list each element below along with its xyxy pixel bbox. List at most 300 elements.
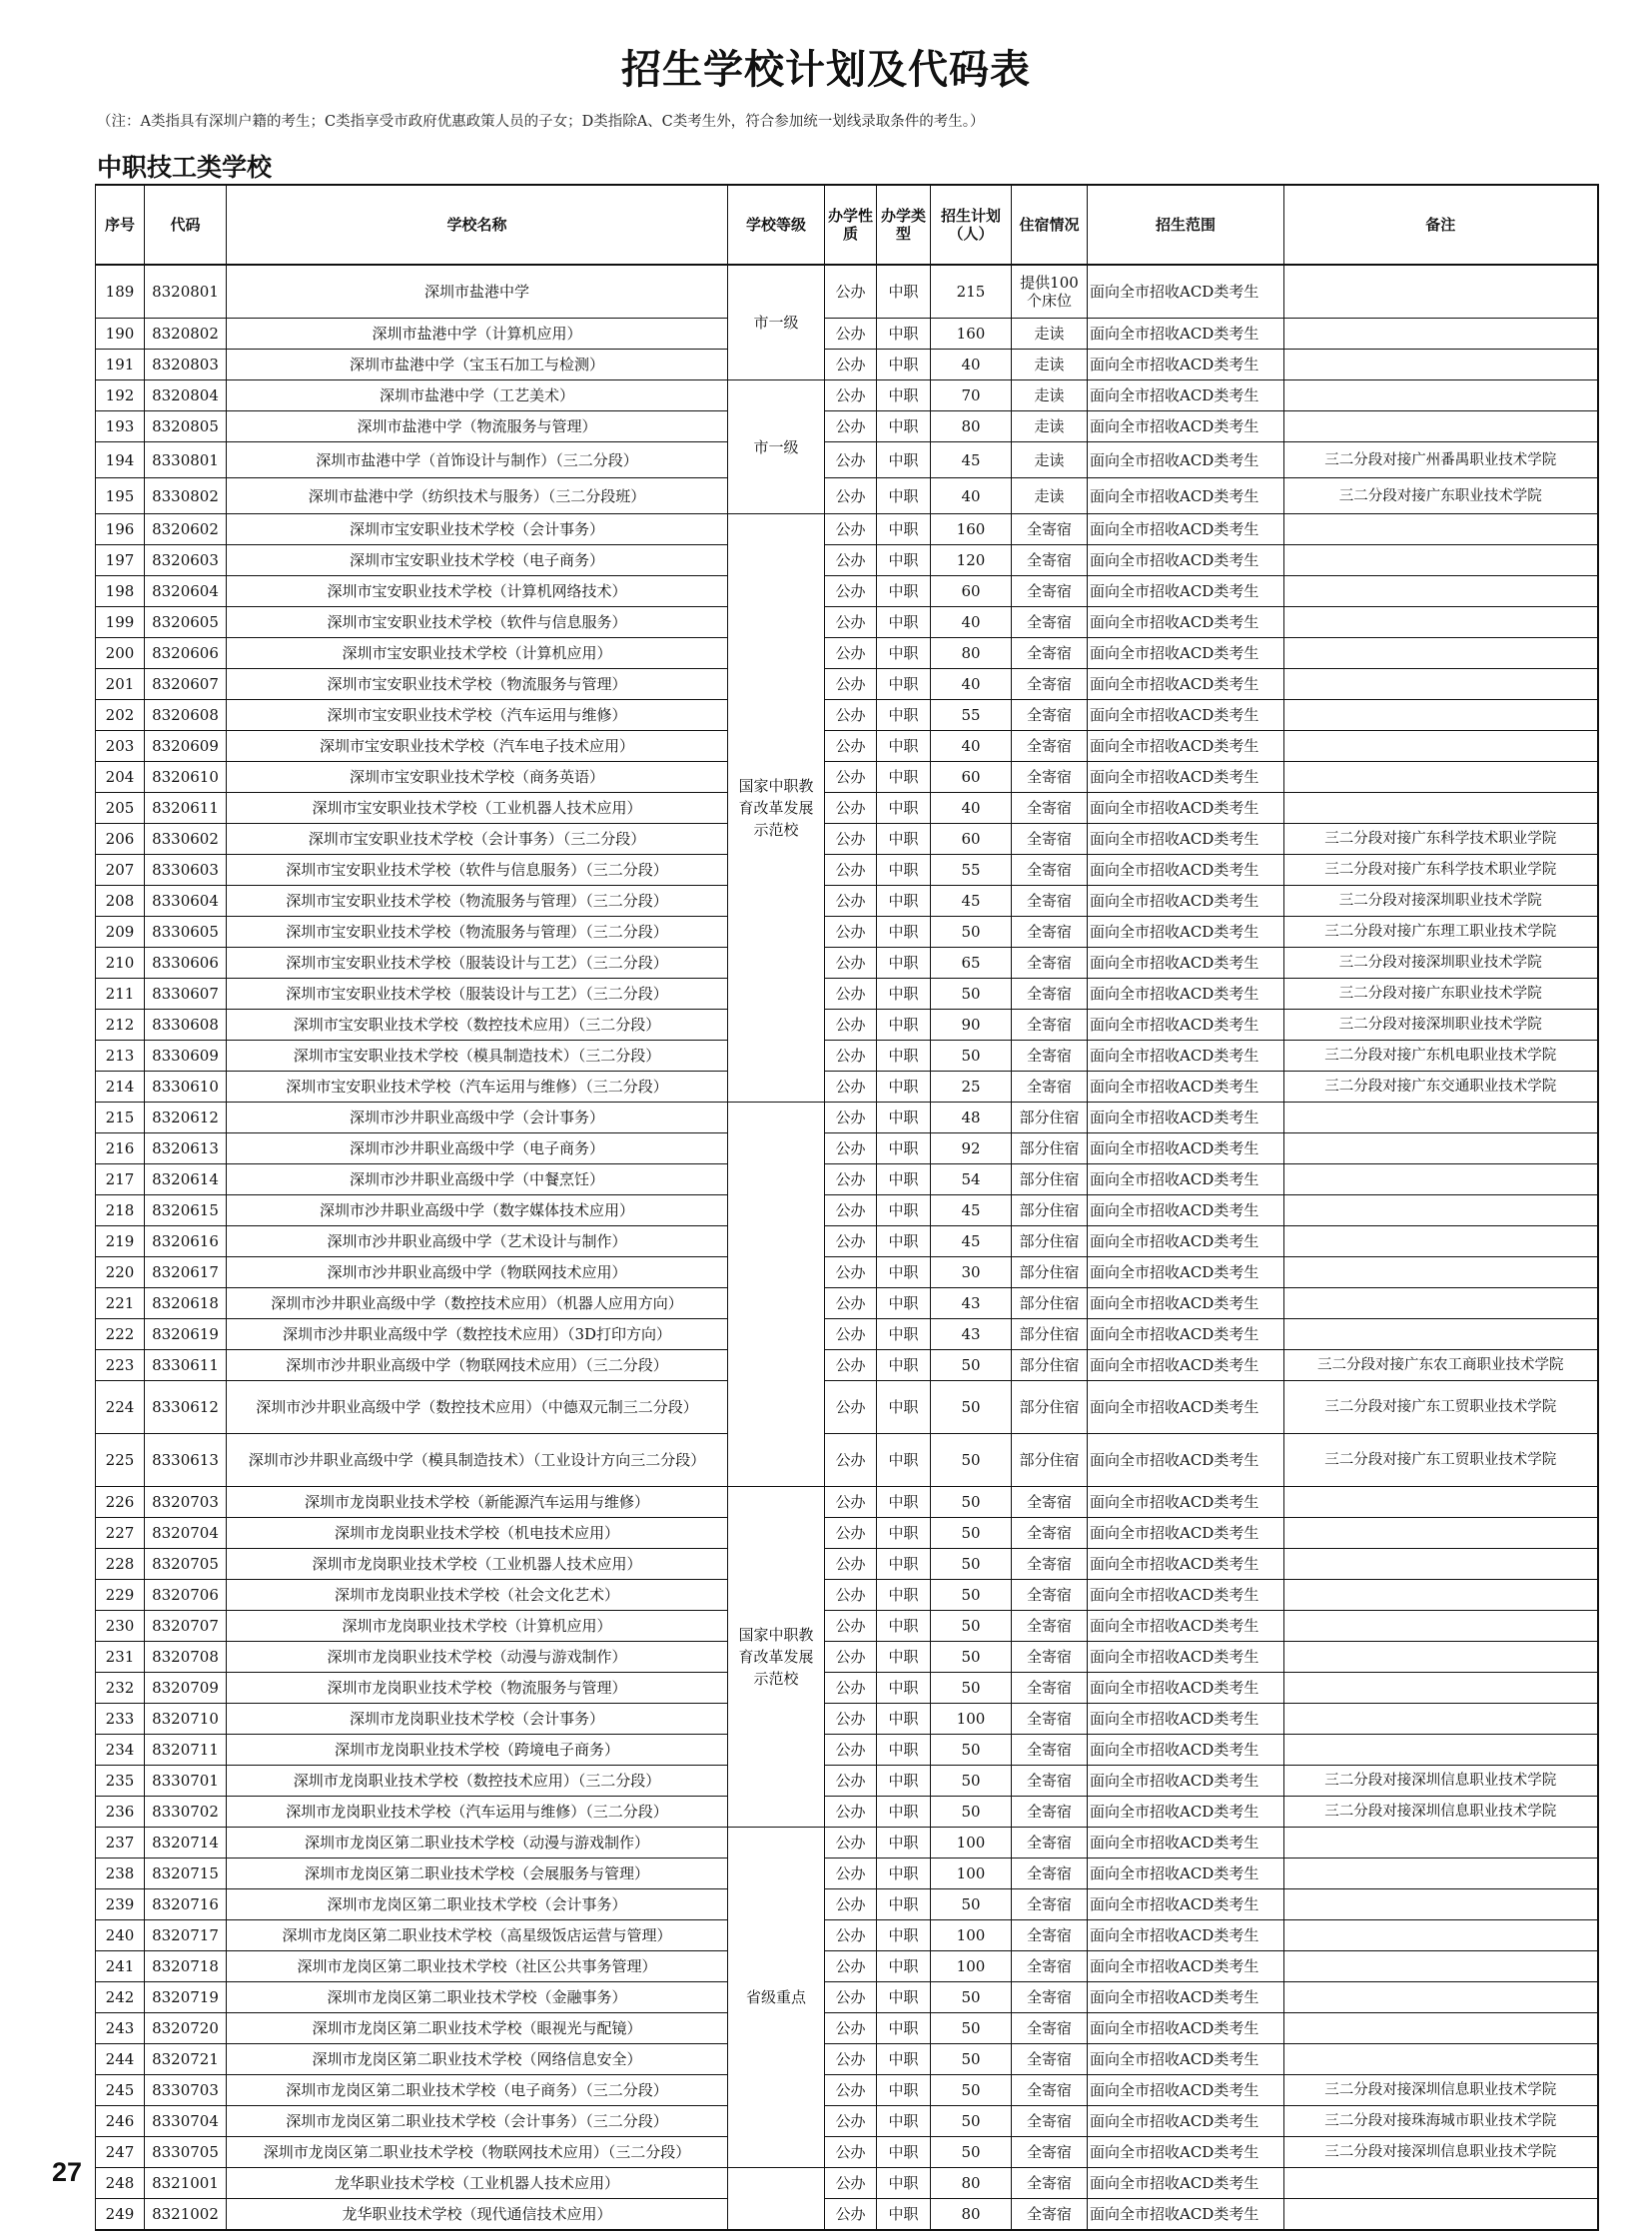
cell-type: 中职	[877, 1859, 931, 1889]
cell-remark	[1284, 1611, 1598, 1642]
cell-scope: 面向全市招收ACD类考生	[1088, 319, 1284, 350]
cell-plan: 40	[931, 731, 1012, 762]
table-row	[96, 979, 1598, 1010]
cell-plan: 40	[931, 669, 1012, 700]
cell-nature: 公办	[825, 265, 877, 319]
cell-plan: 92	[931, 1133, 1012, 1164]
cell-scope: 面向全市招收ACD类考生	[1088, 1072, 1284, 1103]
cell-plan: 80	[931, 2199, 1012, 2231]
cell-remark: 三二分段对接广东机电职业技术学院	[1284, 1041, 1598, 1072]
table-row	[96, 1257, 1598, 1288]
cell-school-name: 深圳市沙井职业高级中学（艺术设计与制作）	[227, 1226, 728, 1257]
cell-code: 8320616	[145, 1226, 227, 1257]
table-row	[96, 917, 1598, 948]
cell-remark: 三二分段对接深圳职业技术学院	[1284, 1010, 1598, 1041]
cell-lodging: 全寄宿	[1012, 2199, 1088, 2231]
cell-index: 198	[96, 576, 145, 607]
cell-scope: 面向全市招收ACD类考生	[1088, 1103, 1284, 1133]
cell-code: 8320705	[145, 1549, 227, 1580]
cell-scope: 面向全市招收ACD类考生	[1088, 2137, 1284, 2168]
cell-index: 192	[96, 380, 145, 411]
cell-code: 8330604	[145, 886, 227, 917]
cell-scope: 面向全市招收ACD类考生	[1088, 1010, 1284, 1041]
cell-school-name: 深圳市龙岗区第二职业技术学校（会计事务）	[227, 1889, 728, 1920]
table-row	[96, 700, 1598, 731]
cell-school-name: 深圳市宝安职业技术学校（软件与信息服务）（三二分段）	[227, 855, 728, 886]
cell-plan: 50	[931, 1766, 1012, 1797]
cell-type: 中职	[877, 1611, 931, 1642]
cell-remark	[1284, 1319, 1598, 1350]
cell-lodging: 全寄宿	[1012, 2137, 1088, 2168]
cell-nature: 公办	[825, 979, 877, 1010]
cell-school-name: 深圳市宝安职业技术学校（会计事务）	[227, 514, 728, 545]
cell-scope: 面向全市招收ACD类考生	[1088, 1828, 1284, 1859]
page-number: 27	[52, 2157, 83, 2187]
cell-type: 中职	[877, 2137, 931, 2168]
cell-remark	[1284, 1704, 1598, 1735]
cell-nature: 公办	[825, 545, 877, 576]
table-row	[96, 669, 1598, 700]
cell-scope: 面向全市招收ACD类考生	[1088, 2044, 1284, 2075]
cell-type: 中职	[877, 514, 931, 545]
cell-scope: 面向全市招收ACD类考生	[1088, 1642, 1284, 1673]
cell-remark	[1284, 576, 1598, 607]
cell-school-name: 深圳市沙井职业高级中学（会计事务）	[227, 1103, 728, 1133]
cell-remark	[1284, 669, 1598, 700]
table-row	[96, 1580, 1598, 1611]
cell-index: 233	[96, 1704, 145, 1735]
cell-code: 8330801	[145, 442, 227, 478]
table-row	[96, 319, 1598, 350]
cell-lodging: 走读	[1012, 350, 1088, 380]
cell-remark	[1284, 319, 1598, 350]
cell-nature: 公办	[825, 2168, 877, 2199]
cell-lodging: 全寄宿	[1012, 1041, 1088, 1072]
cell-school-name: 深圳市宝安职业技术学校（物流服务与管理）	[227, 669, 728, 700]
cell-remark	[1284, 2168, 1598, 2199]
header-school-name: 学校名称	[227, 185, 728, 265]
cell-index: 228	[96, 1549, 145, 1580]
cell-nature: 公办	[825, 2199, 877, 2231]
cell-code: 8320721	[145, 2044, 227, 2075]
cell-lodging: 全寄宿	[1012, 793, 1088, 824]
cell-school-name: 深圳市宝安职业技术学校（工业机器人技术应用）	[227, 793, 728, 824]
cell-school-name: 深圳市沙井职业高级中学（数控技术应用）（机器人应用方向）	[227, 1288, 728, 1319]
cell-code: 8320802	[145, 319, 227, 350]
cell-plan: 215	[931, 265, 1012, 319]
cell-school-name: 深圳市宝安职业技术学校（服装设计与工艺）（三二分段）	[227, 948, 728, 979]
header-type: 办学类型	[877, 185, 931, 265]
table-row	[96, 1133, 1598, 1164]
cell-lodging: 部分住宿	[1012, 1319, 1088, 1350]
cell-index: 202	[96, 700, 145, 731]
cell-plan: 160	[931, 514, 1012, 545]
cell-code: 8320717	[145, 1920, 227, 1951]
cell-scope: 面向全市招收ACD类考生	[1088, 1133, 1284, 1164]
table-row	[96, 514, 1598, 545]
cell-index: 206	[96, 824, 145, 855]
cell-scope: 面向全市招收ACD类考生	[1088, 2013, 1284, 2044]
table-row	[96, 2106, 1598, 2137]
cell-nature: 公办	[825, 2106, 877, 2137]
cell-nature: 公办	[825, 1735, 877, 1766]
cell-plan: 40	[931, 793, 1012, 824]
cell-plan: 43	[931, 1288, 1012, 1319]
cell-lodging: 全寄宿	[1012, 1611, 1088, 1642]
cell-index: 200	[96, 638, 145, 669]
cell-plan: 100	[931, 1951, 1012, 1982]
table-row	[96, 1164, 1598, 1195]
table-row	[96, 1072, 1598, 1103]
cell-lodging: 全寄宿	[1012, 2168, 1088, 2199]
cell-lodging: 部分住宿	[1012, 1195, 1088, 1226]
cell-school-name: 深圳市宝安职业技术学校（物流服务与管理）（三二分段）	[227, 886, 728, 917]
header-scope: 招生范围	[1088, 185, 1284, 265]
cell-type: 中职	[877, 1319, 931, 1350]
cell-nature: 公办	[825, 1319, 877, 1350]
cell-index: 205	[96, 793, 145, 824]
table-row	[96, 1766, 1598, 1797]
cell-plan: 50	[931, 1518, 1012, 1549]
header-nature: 办学性质	[825, 185, 877, 265]
cell-remark	[1284, 1859, 1598, 1889]
cell-plan: 45	[931, 442, 1012, 478]
cell-school-name: 深圳市龙岗区第二职业技术学校（高星级饭店运营与管理）	[227, 1920, 728, 1951]
table-row	[96, 380, 1598, 411]
cell-remark	[1284, 1164, 1598, 1195]
cell-lodging: 全寄宿	[1012, 1859, 1088, 1889]
cell-nature: 公办	[825, 1766, 877, 1797]
cell-school-name: 深圳市盐港中学（工艺美术）	[227, 380, 728, 411]
cell-scope: 面向全市招收ACD类考生	[1088, 1735, 1284, 1766]
cell-index: 224	[96, 1381, 145, 1434]
cell-lodging: 走读	[1012, 411, 1088, 442]
cell-index: 225	[96, 1434, 145, 1487]
cell-nature: 公办	[825, 350, 877, 380]
cell-index: 223	[96, 1350, 145, 1381]
cell-nature: 公办	[825, 1103, 877, 1133]
category-note: （注：A类指具有深圳户籍的考生；C类指享受市政府优惠政策人员的子女；D类指除A、C类考生外，符合参加统一划线录取条件的考生。）	[97, 114, 985, 130]
cell-remark	[1284, 265, 1598, 319]
cell-plan: 55	[931, 855, 1012, 886]
cell-nature: 公办	[825, 1951, 877, 1982]
cell-nature: 公办	[825, 1797, 877, 1828]
cell-plan: 70	[931, 380, 1012, 411]
cell-plan: 45	[931, 1226, 1012, 1257]
cell-nature: 公办	[825, 1642, 877, 1673]
table-row	[96, 607, 1598, 638]
cell-plan: 50	[931, 1982, 1012, 2013]
cell-index: 234	[96, 1735, 145, 1766]
table-row	[96, 1951, 1598, 1982]
cell-scope: 面向全市招收ACD类考生	[1088, 380, 1284, 411]
cell-scope: 面向全市招收ACD类考生	[1088, 265, 1284, 319]
cell-index: 237	[96, 1828, 145, 1859]
cell-plan: 50	[931, 1549, 1012, 1580]
cell-code: 8320608	[145, 700, 227, 731]
cell-school-name: 深圳市沙井职业高级中学（电子商务）	[227, 1133, 728, 1164]
cell-scope: 面向全市招收ACD类考生	[1088, 855, 1284, 886]
cell-lodging: 全寄宿	[1012, 576, 1088, 607]
cell-plan: 50	[931, 2013, 1012, 2044]
cell-remark	[1284, 1889, 1598, 1920]
cell-nature: 公办	[825, 1226, 877, 1257]
cell-code: 8320612	[145, 1103, 227, 1133]
table-row	[96, 1920, 1598, 1951]
cell-code: 8320706	[145, 1580, 227, 1611]
cell-type: 中职	[877, 411, 931, 442]
cell-plan: 120	[931, 545, 1012, 576]
cell-lodging: 全寄宿	[1012, 1889, 1088, 1920]
cell-type: 中职	[877, 2106, 931, 2137]
cell-nature: 公办	[825, 442, 877, 478]
cell-scope: 面向全市招收ACD类考生	[1088, 1982, 1284, 2013]
cell-scope: 面向全市招收ACD类考生	[1088, 411, 1284, 442]
cell-code: 8320619	[145, 1319, 227, 1350]
cell-scope: 面向全市招收ACD类考生	[1088, 1226, 1284, 1257]
cell-remark	[1284, 793, 1598, 824]
cell-school-name: 深圳市宝安职业技术学校（电子商务）	[227, 545, 728, 576]
cell-remark: 三二分段对接深圳信息职业技术学院	[1284, 1766, 1598, 1797]
cell-index: 219	[96, 1226, 145, 1257]
table-row	[96, 2199, 1598, 2231]
cell-code: 8320604	[145, 576, 227, 607]
cell-nature: 公办	[825, 793, 877, 824]
cell-code: 8320603	[145, 545, 227, 576]
header-lodging: 住宿情况	[1012, 185, 1088, 265]
cell-nature: 公办	[825, 669, 877, 700]
cell-remark	[1284, 2013, 1598, 2044]
cell-remark: 三二分段对接广东科学技术职业学院	[1284, 855, 1598, 886]
cell-index: 248	[96, 2168, 145, 2199]
cell-remark	[1284, 1951, 1598, 1982]
enrollment-table	[95, 184, 1599, 2231]
cell-nature: 公办	[825, 1195, 877, 1226]
cell-lodging: 全寄宿	[1012, 1920, 1088, 1951]
cell-remark	[1284, 1982, 1598, 2013]
cell-scope: 面向全市招收ACD类考生	[1088, 1319, 1284, 1350]
cell-index: 243	[96, 2013, 145, 2044]
cell-nature: 公办	[825, 1859, 877, 1889]
cell-remark	[1284, 638, 1598, 669]
cell-plan: 50	[931, 2106, 1012, 2137]
cell-type: 中职	[877, 2075, 931, 2106]
cell-lodging: 全寄宿	[1012, 1487, 1088, 1518]
cell-lodging: 全寄宿	[1012, 1982, 1088, 2013]
cell-lodging: 走读	[1012, 478, 1088, 514]
cell-remark	[1284, 514, 1598, 545]
cell-code: 8320801	[145, 265, 227, 319]
cell-index: 208	[96, 886, 145, 917]
cell-scope: 面向全市招收ACD类考生	[1088, 886, 1284, 917]
table-row	[96, 1828, 1598, 1859]
cell-lodging: 部分住宿	[1012, 1226, 1088, 1257]
cell-type: 中职	[877, 1518, 931, 1549]
cell-school-level: 市一级	[728, 380, 825, 514]
table-row	[96, 1642, 1598, 1673]
cell-school-name: 深圳市沙井职业高级中学（中餐烹饪）	[227, 1164, 728, 1195]
cell-type: 中职	[877, 886, 931, 917]
cell-lodging: 部分住宿	[1012, 1103, 1088, 1133]
cell-lodging: 全寄宿	[1012, 700, 1088, 731]
cell-plan: 48	[931, 1103, 1012, 1133]
cell-school-name: 深圳市龙岗区第二职业技术学校（网络信息安全）	[227, 2044, 728, 2075]
cell-scope: 面向全市招收ACD类考生	[1088, 948, 1284, 979]
cell-nature: 公办	[825, 2137, 877, 2168]
cell-plan: 160	[931, 319, 1012, 350]
cell-nature: 公办	[825, 1611, 877, 1642]
cell-nature: 公办	[825, 2013, 877, 2044]
cell-code: 8320614	[145, 1164, 227, 1195]
cell-lodging: 走读	[1012, 319, 1088, 350]
cell-remark: 三二分段对接深圳信息职业技术学院	[1284, 2075, 1598, 2106]
cell-scope: 面向全市招收ACD类考生	[1088, 1350, 1284, 1381]
cell-remark	[1284, 762, 1598, 793]
cell-remark: 三二分段对接广东工贸职业技术学院	[1284, 1434, 1598, 1487]
cell-remark	[1284, 380, 1598, 411]
cell-nature: 公办	[825, 411, 877, 442]
cell-scope: 面向全市招收ACD类考生	[1088, 762, 1284, 793]
cell-type: 中职	[877, 380, 931, 411]
cell-type: 中职	[877, 1350, 931, 1381]
cell-lodging: 走读	[1012, 380, 1088, 411]
cell-code: 8320719	[145, 1982, 227, 2013]
cell-code: 8321002	[145, 2199, 227, 2231]
cell-code: 8320615	[145, 1195, 227, 1226]
cell-nature: 公办	[825, 380, 877, 411]
cell-type: 中职	[877, 638, 931, 669]
cell-remark: 三二分段对接深圳信息职业技术学院	[1284, 1797, 1598, 1828]
cell-plan: 30	[931, 1257, 1012, 1288]
cell-scope: 面向全市招收ACD类考生	[1088, 2075, 1284, 2106]
cell-school-level	[728, 2168, 825, 2231]
cell-type: 中职	[877, 1982, 931, 2013]
cell-index: 215	[96, 1103, 145, 1133]
cell-index: 230	[96, 1611, 145, 1642]
cell-type: 中职	[877, 1889, 931, 1920]
cell-lodging: 全寄宿	[1012, 731, 1088, 762]
cell-scope: 面向全市招收ACD类考生	[1088, 1859, 1284, 1889]
cell-index: 209	[96, 917, 145, 948]
cell-plan: 50	[931, 2044, 1012, 2075]
table-row	[96, 1350, 1598, 1381]
cell-scope: 面向全市招收ACD类考生	[1088, 1041, 1284, 1072]
cell-school-name: 深圳市宝安职业技术学校（商务英语）	[227, 762, 728, 793]
cell-code: 8320704	[145, 1518, 227, 1549]
cell-type: 中职	[877, 350, 931, 380]
table-row	[96, 478, 1598, 514]
cell-remark	[1284, 1195, 1598, 1226]
cell-plan: 55	[931, 700, 1012, 731]
cell-remark	[1284, 731, 1598, 762]
cell-index: 203	[96, 731, 145, 762]
cell-nature: 公办	[825, 1381, 877, 1434]
cell-remark	[1284, 1133, 1598, 1164]
table-row	[96, 2013, 1598, 2044]
cell-remark	[1284, 2044, 1598, 2075]
cell-remark	[1284, 1257, 1598, 1288]
table-row	[96, 1319, 1598, 1350]
cell-nature: 公办	[825, 1982, 877, 2013]
table-row	[96, 1611, 1598, 1642]
cell-lodging: 部分住宿	[1012, 1434, 1088, 1487]
cell-type: 中职	[877, 1828, 931, 1859]
cell-lodging: 部分住宿	[1012, 1381, 1088, 1434]
cell-type: 中职	[877, 793, 931, 824]
cell-school-name: 深圳市宝安职业技术学校（汽车运用与维修）（三二分段）	[227, 1072, 728, 1103]
cell-school-name: 深圳市龙岗职业技术学校（物流服务与管理）	[227, 1673, 728, 1704]
cell-remark: 三二分段对接广东工贸职业技术学院	[1284, 1381, 1598, 1434]
cell-plan: 100	[931, 1920, 1012, 1951]
cell-type: 中职	[877, 1642, 931, 1673]
cell-remark: 三二分段对接广东交通职业技术学院	[1284, 1072, 1598, 1103]
table-row	[96, 1195, 1598, 1226]
table-row	[96, 1859, 1598, 1889]
cell-code: 8320618	[145, 1288, 227, 1319]
table-row	[96, 1487, 1598, 1518]
cell-nature: 公办	[825, 762, 877, 793]
cell-lodging: 全寄宿	[1012, 2075, 1088, 2106]
cell-code: 8330607	[145, 979, 227, 1010]
cell-lodging: 全寄宿	[1012, 1072, 1088, 1103]
header-plan: 招生计划（人）	[931, 185, 1012, 265]
cell-scope: 面向全市招收ACD类考生	[1088, 917, 1284, 948]
cell-type: 中职	[877, 2168, 931, 2199]
cell-scope: 面向全市招收ACD类考生	[1088, 1611, 1284, 1642]
cell-scope: 面向全市招收ACD类考生	[1088, 1164, 1284, 1195]
cell-school-name: 深圳市宝安职业技术学校（模具制造技术）（三二分段）	[227, 1041, 728, 1072]
cell-lodging: 全寄宿	[1012, 855, 1088, 886]
cell-index: 231	[96, 1642, 145, 1673]
cell-lodging: 全寄宿	[1012, 638, 1088, 669]
cell-plan: 100	[931, 1859, 1012, 1889]
cell-scope: 面向全市招收ACD类考生	[1088, 2106, 1284, 2137]
cell-nature: 公办	[825, 948, 877, 979]
table-row	[96, 1010, 1598, 1041]
cell-index: 191	[96, 350, 145, 380]
table-row	[96, 638, 1598, 669]
cell-code: 8320716	[145, 1889, 227, 1920]
cell-index: 220	[96, 1257, 145, 1288]
cell-index: 199	[96, 607, 145, 638]
cell-index: 210	[96, 948, 145, 979]
cell-type: 中职	[877, 1010, 931, 1041]
cell-code: 8330612	[145, 1381, 227, 1434]
cell-school-name: 深圳市龙岗职业技术学校（汽车运用与维修）（三二分段）	[227, 1797, 728, 1828]
cell-index: 246	[96, 2106, 145, 2137]
table-row	[96, 411, 1598, 442]
cell-code: 8320710	[145, 1704, 227, 1735]
cell-plan: 100	[931, 1704, 1012, 1735]
cell-plan: 43	[931, 1319, 1012, 1350]
cell-school-name: 深圳市宝安职业技术学校（服装设计与工艺）（三二分段）	[227, 979, 728, 1010]
cell-remark: 三二分段对接广东科学技术职业学院	[1284, 824, 1598, 855]
cell-school-name: 深圳市龙岗职业技术学校（动漫与游戏制作）	[227, 1642, 728, 1673]
cell-lodging: 部分住宿	[1012, 1133, 1088, 1164]
cell-scope: 面向全市招收ACD类考生	[1088, 2168, 1284, 2199]
cell-code: 8330603	[145, 855, 227, 886]
cell-plan: 40	[931, 478, 1012, 514]
cell-type: 中职	[877, 478, 931, 514]
cell-school-name: 深圳市龙岗职业技术学校（新能源汽车运用与维修）	[227, 1487, 728, 1518]
page-title: 招生学校计划及代码表	[621, 47, 1031, 93]
cell-type: 中职	[877, 1487, 931, 1518]
cell-nature: 公办	[825, 514, 877, 545]
cell-nature: 公办	[825, 319, 877, 350]
cell-lodging: 全寄宿	[1012, 1518, 1088, 1549]
cell-type: 中职	[877, 442, 931, 478]
cell-type: 中职	[877, 1549, 931, 1580]
